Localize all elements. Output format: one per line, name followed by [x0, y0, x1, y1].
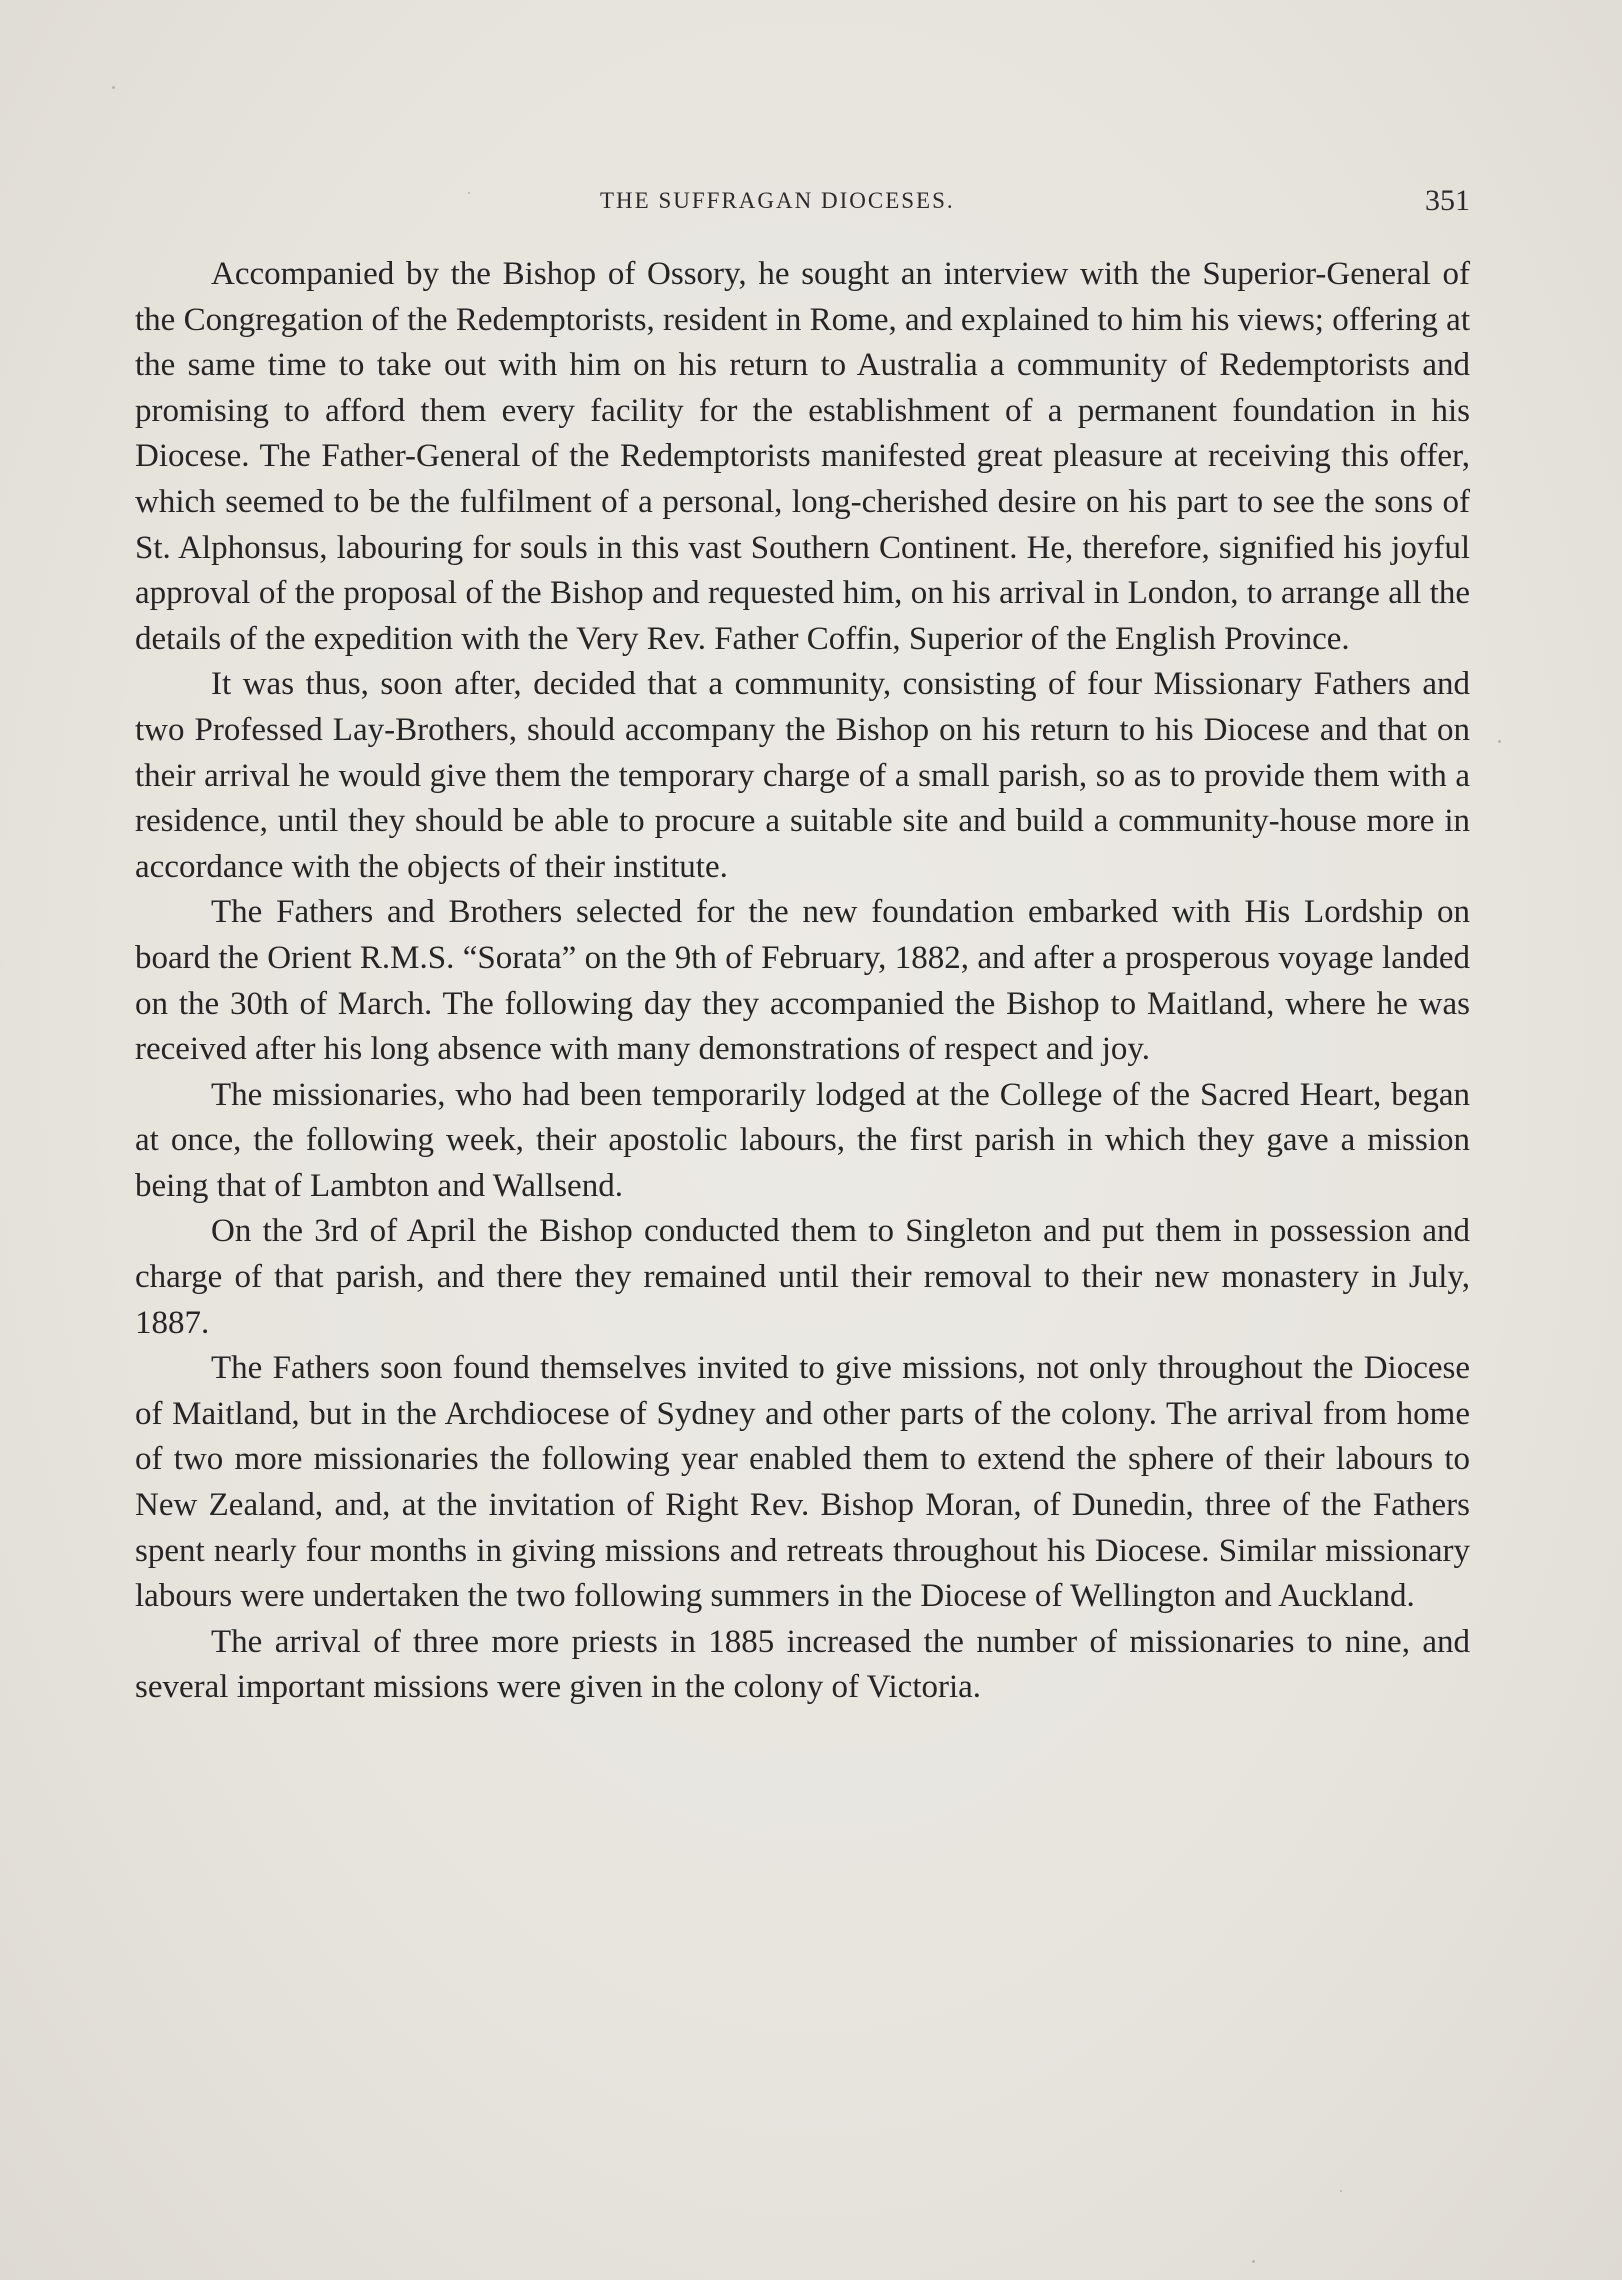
- paragraph: It was thus, soon after, decided that a community, consisting of four Missionary Fathers and two Professed Lay-Brothers, should accompany the Bishop on his return to his Diocese and that on their arrival he would give them the temporary charge of a small parish, so as to provide them with a residence, until they should be able to procure a suitable site and build a community-house more in accordance with the objects of their institute.: [135, 666, 1470, 885]
- paper-speck: [112, 86, 115, 89]
- body-text: [135, 252, 1470, 1711]
- paragraph: The Fathers soon found themselves invited to give missions, not only throughout the Diocese of Maitland, but in the Archdiocese of Sydney and other parts of the colony. The arrival from home of two more missionaries the following year enabled them to extend the sphere of their labours to New Zealand, and, at the invitation of Right Rev. Bishop Moran, of Dunedin, three of the Fathers spent nearly four months in giving missions and retreats throughout his Diocese. Similar missionary labours were undertaken the two following summers in the Diocese of Wellington and Auckland.: [135, 1350, 1470, 1615]
- paragraph: Accompanied by the Bishop of Ossory, he sought an interview with the Superior-General of the Congregation of the Redemptorists, resident in Rome, and explained to him his views; offering at the same time to take out with him on his return to Australia a community of Redemptorists and promising to afford them every facility for the establishment of a permanent foundation in his Diocese. The Father-General of the Redemptorists manifested great pleasure at receiving this offer, which seemed to be the fulfilment of a personal, long-cherished desire on his part to see the sons of St. Alphonsus, labouring for souls in this vast Southern Continent. He, therefore, signified his joyful approval of the proposal of the Bishop and requested him, on his arrival in London, to arrange all the details of the expedition with the Very Rev. Father Coffin, Superior of the English Province.: [135, 256, 1470, 657]
- paragraph: The missionaries, who had been temporarily lodged at the College of the Sacred Heart, began at once, the following week, their apostolic labours, the first parish in which they gave a mission being that of Lambton and Wallsend.: [135, 1076, 1470, 1204]
- paper-speck: [1498, 740, 1501, 743]
- paper-speck: [1340, 2190, 1342, 2192]
- running-head: [0, 184, 1622, 228]
- running-title: THE SUFFRAGAN DIOCESES.: [600, 188, 955, 213]
- paragraph: On the 3rd of April the Bishop conducted them to Singleton and put them in possession and charge of that parish, and there they remained until their removal to their new monastery in July, 1887.: [135, 1213, 1470, 1341]
- paragraph: The arrival of three more priests in 1885 increased the number of missionaries to nine, and several important missions were given in the colony of Victoria.: [135, 1623, 1470, 1706]
- page-number: 351: [1425, 184, 1470, 217]
- paragraph: The Fathers and Brothers selected for the new foundation embarked with His Lordship on board the Orient R.M.S. “Sorata” on the 9th of February, 1882, and after a prosperous voyage landed on the 30th of March. The following day they accompanied the Bishop to Maitland, where he was received after his long absence with many demonstrations of respect and joy.: [135, 894, 1470, 1068]
- paper-speck: [1252, 2260, 1255, 2263]
